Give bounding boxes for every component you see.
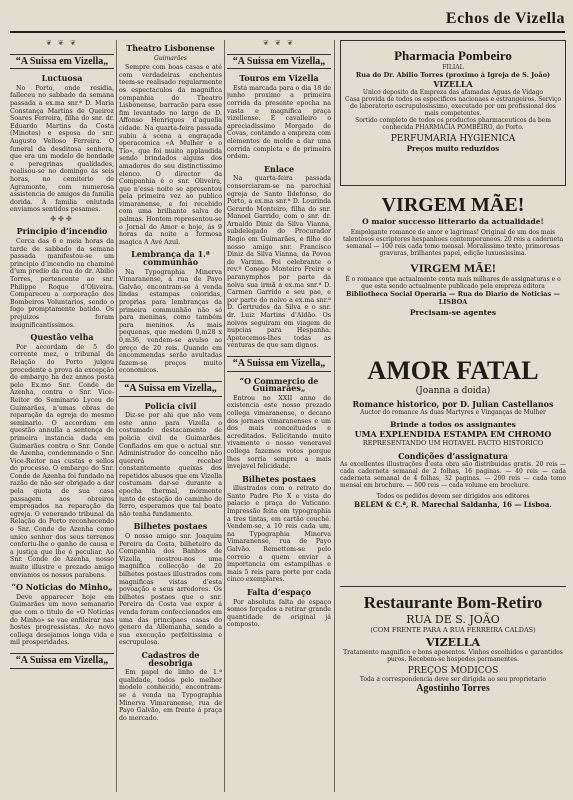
article-luctuosa: No Porto, onde residia, falleceu no sabbado da semana passada a ex.ma snr.ª D. Maria Constança Martins de Queiroz Soares Ferreira, filha do snr. dr. Eduardo Martins da Costa (Minotes) e esposa do snr. Augusto Velloso Ferreira. O funeral da desditosa senhora, que era um modelo de bondade e peregrinas qualidades, realisou-se no domingo ás seis horas, no cemiterio de Agramonte, com numerosa assistencia de amigos da familia dorida. Á familia enlutada enviamos sentidos pesames. (10, 84, 114, 214)
heading-incendio: Principio d’incendio (16, 226, 108, 237)
pharmacia-filial: FILIAL (442, 64, 464, 71)
amor-condicoes: Condições d’assignatura (398, 451, 508, 461)
heading-falta: Falta d’espaço (246, 587, 312, 597)
heading-noticias: “O Noticias do Minho„ (11, 582, 113, 593)
amor-brinde: Brinde a todos os assignantes (390, 420, 516, 429)
banner-suissa: “A Suissa em Vizella„ (10, 653, 114, 669)
heading-luctuosa: Luctuosa (41, 73, 83, 84)
subheading-guimaraes: Guimarães (154, 54, 187, 62)
column-divider (116, 40, 117, 792)
banner-suissa: “A Suissa em Vizella„ (119, 381, 222, 397)
restaurante-rua: RUA DE S. JOÃO (406, 613, 500, 626)
heading-cadastros: Cadastros de desobriga (141, 649, 200, 668)
amor-title: AMOR FATAL (367, 356, 539, 385)
virgem-title: VIRGEM MÃE! (381, 194, 525, 216)
pharmacia-address: Rua do Dr. Abilio Torres (proximo á Igreja de S. João) (355, 71, 551, 79)
pharmacia-line2: Casa provida de todos os especificos nacionaes e estrangeiros. Serviço de laboratorio escrupulosissimo, executado por um profissional dos mais competentes. (345, 96, 561, 117)
heading-bilhetes-postaes: Bilhetes postaes (242, 473, 316, 484)
restaurante-corresp: Toda a correspondencia deve ser dirigida ao seu proprietario (359, 676, 547, 683)
article-theatro: Sempre com boas casas e até com verdadeiras enchentes teem-se realisado regularmente os espectaculos da magnifica companhia do Theatro Lisbonense, barracão para esse fim levantado no largo de D. Affonso Henriques d’aquella cidade. Na quarta-feira passada subiu á scena a engraçada operacomica «A Mulher e o Tio», que foi muito applaudida sendo brindados alguns dos amadores do seu distinctissimo elenco. O director da Companhia é o snr. Oliveira, que n’essa noite se apresentou pela primeira vez ao publico vimaranense, e foi recebido com uma brilhante salva de palmas. Hontem representou-se o Jornal do Amor e hoje, ás 9 horas da noite a formosa magica A Avé Azul. (119, 64, 222, 246)
pharmacia-perfumaria: PERFUMARIA HYGIENICA (390, 134, 516, 144)
ad-amor-fatal (340, 356, 566, 586)
virgem-title2: VIRGEM MÃE! (410, 261, 496, 275)
article-lembranca: Na Typographia Minerva Vimaranense, á rua de Payo Galvão, encontram-se á venda lindas estampas coloridas, proprias para lembranças da primeira communhão não só para meninas, como também para meninos. As mais pequenas, que medem 0,m28 x 0,m36, vendem-se avulso ao preço de 20 reis. Quando em encommendas serão avultadas fazem-se preços muito economicos. (119, 268, 222, 375)
heading-lembranca: Lembrança da 1.ª communhão (131, 249, 210, 268)
restaurante-name: Restaurante Bom-Retiro (363, 593, 543, 612)
amor-sub: (Joanna a doida) (415, 386, 491, 396)
ad-restaurante (340, 586, 566, 694)
article-noticias: Deve apparecer hoje em Guimarães um novo semanario que com o titulo de «O Noticias do Minho» se vae enfileirar nas hostes progressistas. Ao novo collega desejamos longa vida e mil prosperidades. (10, 593, 114, 647)
virgem-subtitle: O maior successo litterario da actualidade! (362, 217, 544, 226)
pharmacia-line1: Unico deposito da Empreza das afamadas Aguas de Vidago (362, 89, 544, 96)
article-policia: Diz-se por ahi que não vem este anno para Vizella o costumado destacamento de policia civil de Guimarães. Confiados em que o actual snr. Administrador do concelho não quererá receber constantemente queixas dos repetidos abusos que em Vizella costumam dar-se durante a epocha thermal, mórmente junto de estação do caminho de ferro, esperamos que tal boato não tenha fundamento. (119, 412, 222, 518)
article-enlace: Na quarta-feira passada consorciaram-se na parochial egreja de Santo Ildefonso, do Porto, a ex.ma snr.ª D. Lourinda Gerardo Monteiro, filha do snr. Manoel Garrido, com o snr. dr. Arnaldo Diniz da Silva Vianna, subdelegado do Procurador Regio em Guimarães, e filho do nosso amigo snr. Francisco Diniz da Silva Vianna, da Povoa de Varzim. Foi celebrante o rev.º Conego Monteiro Freire e paranymphos por parte da noiva sua irmã a ex.ma snr.ª D. Carmen Garrido e seu pae, e por parte do noivo a ex.ma snr.ª D. Gertrudes da Silva e o snr. dr. Luiz Martins d’Aldão. Os noivos seguiram em viagem de nupcias para Hespanha. Apetecemos-lhes todas as venturas de que sam dignos. (227, 175, 331, 350)
column-2 (119, 40, 222, 724)
article-questao: Por accordam de 5 do corrente mez, o tribunal da Relação do Porto julgou procedente a prova da excepção de embargo ha dez annos posta pelo Ex.mo Snr. Conde de Azenha, contra o Snr. Vice-Reitor do Seminario Lyceu de Guimarães, n’umas obras de reparação da egreja do mesmo seminario. O accordam em questão annulla a sentença de primeira instancia dada em Guimarães contra o Snr. Conde de Azenha, condemnando o Snr. Vice-Reitor nas custas e sellos do processo. O embargo do Snr. Conde de Azenha foi fundado na razão de não ser obrigado a dar pela quota de sua casa passagem aos obreiros empregados na reparação da egreja. O venerando tribunal da Relação do Porto reconhecendo o Snr. Conde de Azenha como unico senhor dos seus terrenos conferiu-lhe o ganho de causa e a justiça que lhe é peculiar. Ao Snr. Conde de Azenha, nosso muito illustre e prezado amigo enviamos os nossos parabens. (10, 343, 114, 579)
ornament: ❦ ❦ ❦ (45, 40, 79, 47)
restaurante-frente: (COM FRENTE PARA A RUA FERREIRA CALDAS) (370, 626, 536, 634)
amor-autor: Auctor do romance As duas Martyres e Vinganças de Mulher (360, 409, 546, 416)
virgem-editora: Bibliotheca Social Operaria — Rua do Diario de Noticias — LISBOA (346, 290, 560, 306)
virgem-text2: É o romance que actualmente conta mais milhares de assignaturas e o que esta sendo actualmente publicado pela empreza editora (345, 276, 561, 290)
amor-representando: REPRESENTANDO UM HOTAVEL FACTO HISTORICO (362, 439, 544, 447)
restaurante-town: VIZELLA (425, 636, 481, 649)
banner-suissa: “A Suissa em Vizella„ (227, 54, 331, 70)
pharmacia-name: Pharmacia Pombeiro (394, 48, 512, 63)
ad-virgem-mae (340, 194, 566, 344)
article-bilhetes-postaes: illustrados com o retrato do Santo Padre Pio X e vista do palacio e praça do Vaticano. Impressão feita em typographia a tres tintas, em cartão couché. Vendem-se, a 10 reis cada um, na Typographia Minerva Vimaranense, rua de Payo Galvão. Remettem-se pelo correio a quem enviar a importancia em estampilhas e mais 5 reis para porte por cada cinco exemplares. (227, 485, 331, 584)
pharmacia-precos: Preços muito reduzidos (406, 144, 500, 153)
heading-questao: Questão velha (30, 332, 94, 343)
heading-policia: Policia civil (144, 400, 197, 411)
heading-enlace: Enlace (263, 163, 295, 174)
amor-romance: Romance historico, por D. Julian Castellanos (352, 399, 554, 409)
article-touros: Está marcada para o dia 18 de junho proximo a primeira corrida da presente epocha na vasta e magnifica praça vizellense. É cavalleiro o apreciadissimo Morgado de Covas, contando a empreza com elementos de molde a dar uma corrida completa e de primeira ordem. (227, 84, 331, 161)
column-divider (334, 40, 335, 792)
amor-text: As excellentes illustrações d’esta obra são distribuidas gratis. 20 reis — cada caderneta semanal de 2 folhas, 16 paginas. — 40 reis — cada caderneta semanal de 4 folhas, 32 paginas. — 200 reis — cada tomo mensal em brochure. — 500 reis — cada volume em brochure. (340, 461, 566, 489)
virgem-text1: Empolgante romance de amor e lagrimas! Original de um dos mais talentosos escriptores hespanhoes contemporaneos. 20 reis a caderneta semanal — 100 reis cada tomo mensal. Moralissimo texto, primorosas gravuras, brilhantes papel, edição luxuosissima. (342, 229, 564, 257)
heading-touros: Touros em Vizella (239, 73, 319, 84)
pharmacia-town: VIZELLA (433, 79, 473, 89)
amor-pedidos: Todos os pedidos devem ser dirigidos aos editores (376, 493, 530, 500)
pharmacia-line3: Sortido completo de todos os productos pharmaceuticos da bem conhecida PHARMACIA POMBEIRO, do Porto. (355, 117, 551, 131)
banner-suissa: “A Suissa em Vizella„ (10, 54, 114, 70)
header-rule (10, 31, 565, 33)
restaurante-owner: Agostinho Torres (416, 683, 490, 694)
article-incendio: Cerca das 6 e meia horas da tarde de sabbado da semana passada manifestou-se um principio d’incendio na chaminé d’um predio da rua do dr. Abilio Torres, pertencente ao snr. Philippe Roque d’Oliveira. Compareceu a corporação dos Bombeiros Voluntarios, sendo o fogo promptamente batido. Os prejuizos foram insignificantissimos. (10, 238, 114, 329)
ad-pharmacia (340, 40, 566, 186)
article-cadastros: Em papel de linho de 1.ª qualidade, todos pelo melhor modelo conhecido, encontram-se á venda na Typographia Minerva Vimaranense, rua de Payo Galvão, em frente á praça do mercado. (119, 669, 222, 722)
page-title: Echos de Vizella (445, 10, 565, 27)
ornament: ✤✤✤ (50, 214, 74, 223)
ornament: ❦ ❦ ❦ (262, 40, 296, 47)
article-bilhetes: O nosso amigo snr. Joaquim Pereira da Costa, bilheteiro da Companhia dos Banhos de Vizella, mostrou-nos uma magnifica collecção de 20 bilhetes postaes illustrados com magnificas vistas d’esta povoação e seus arredores. Os bilhetes postaes que o snr. Pereira da Costa vae expor á venda foram confeccionados em uma das principaes casas do genero da Allemanha, sendo a sua execução perfeitissima e escrupulosa. (119, 533, 222, 647)
heading-commercio: “O Commercio de Guimarães„ (239, 375, 319, 394)
column-3 (227, 40, 331, 631)
amor-editores: BELEM & C.ª, R. Marechal Saldanha, 16 — Lisboa. (354, 500, 552, 509)
article-falta: Por absoluta falta de espaço somos forçados a retirar grande quantidade de original já composto. (227, 598, 331, 629)
restaurante-precos: PREÇOS MODICOS (407, 666, 499, 676)
page-header (0, 0, 573, 30)
column-divider (224, 40, 225, 792)
virgem-agentes: Precisam-se agentes (409, 308, 497, 317)
banner-suissa: “A Suissa em Vizella„ (227, 356, 331, 372)
amor-estampa: UMA EXPLENDIDA ESTAMPA EM CHROMO (354, 429, 552, 439)
article-commercio: Entrou no XXII anno de existencia este nosso prezado collega vimaranense, o decano dos jornaes vimaranenses e um dos mais conceituados e acreditados. Felicitando muito vivamente o nosso veneravel collega fazemos votos porque lhes sorria sempre a mais invejavel felicidade. (227, 394, 331, 471)
restaurante-text: Tratamento magnifico e bons aposentos. Vinhos escolhidos e garantidos puros. Recebem-se hospedes permanentes. (343, 649, 563, 663)
advertisements (340, 40, 566, 792)
heading-bilhetes: Bilhetes postaes (133, 521, 208, 532)
column-1 (10, 40, 114, 675)
heading-theatro: Theatro Lisbonense (126, 43, 215, 53)
